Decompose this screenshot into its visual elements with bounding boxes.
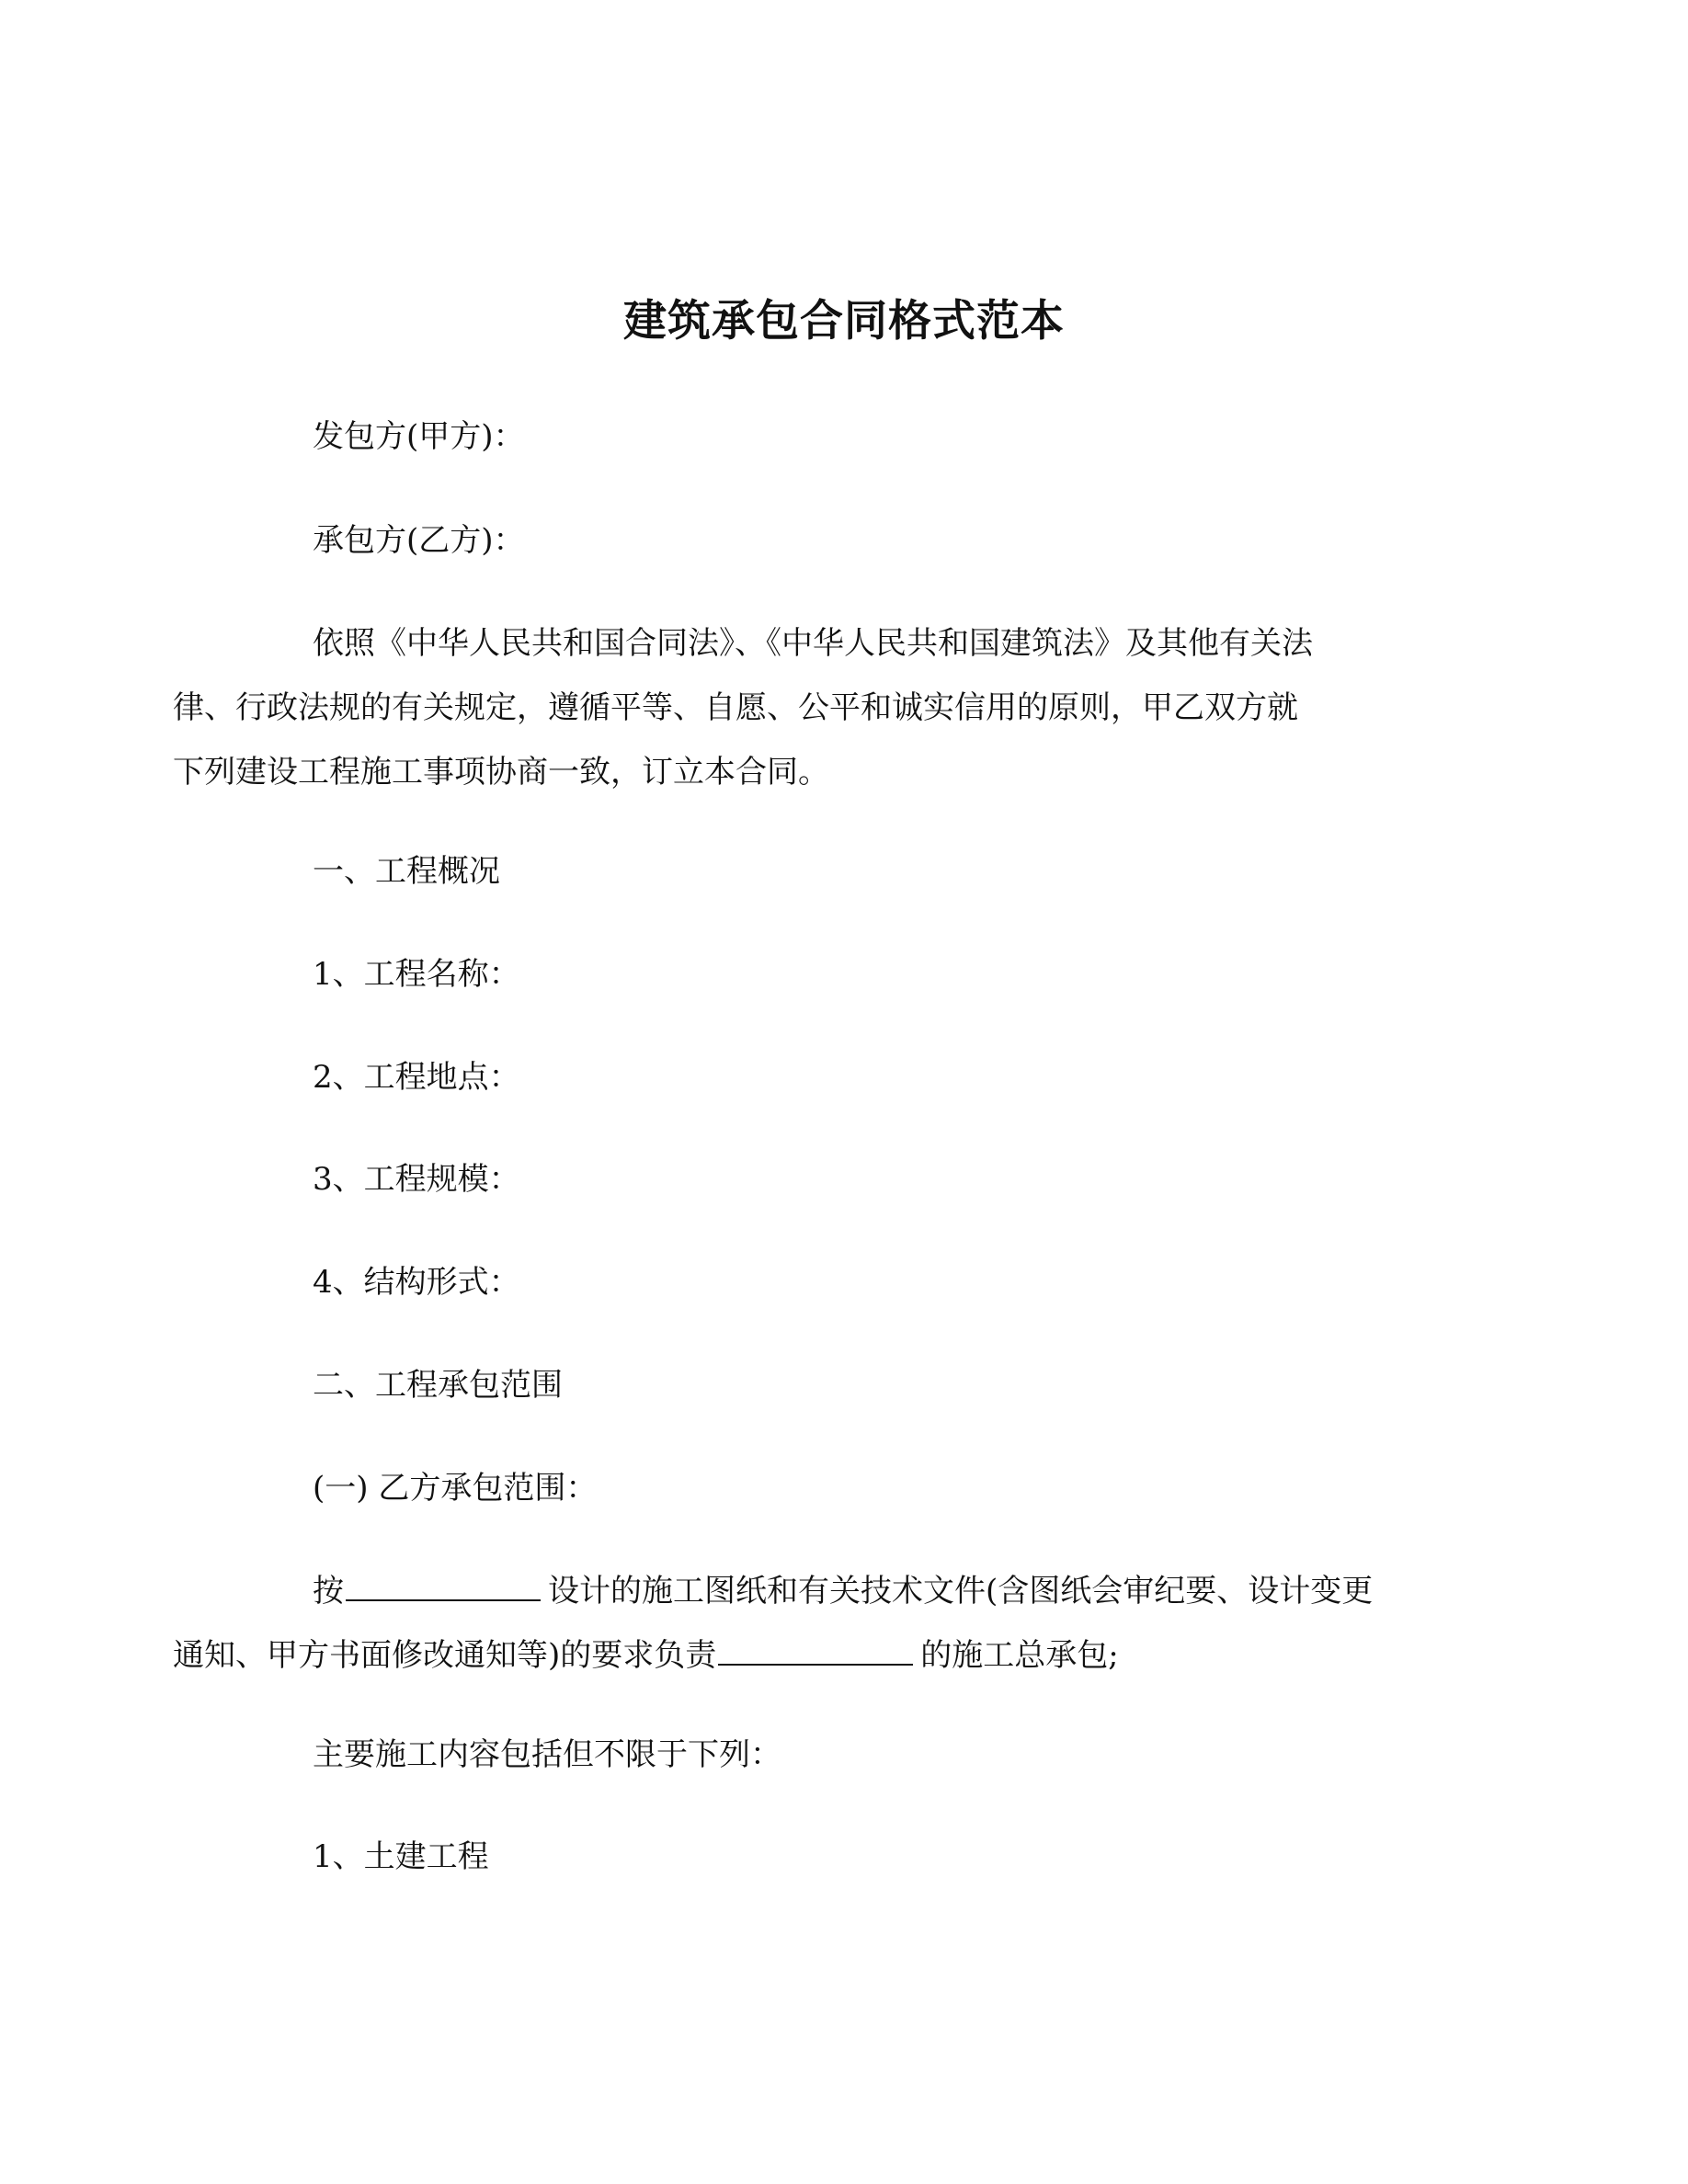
civil-works-item: 1、土建工程 <box>313 1838 489 1875</box>
intro-paragraph <box>173 611 1447 804</box>
scope-line-2-prefix: 通知、甲方书面修改通知等)的要求负责 <box>173 1637 717 1674</box>
main-content-line: 主要施工内容包括但不限于下列： <box>313 1736 781 1773</box>
scope-line-2 <box>173 1623 1447 1688</box>
scope-line-2-suffix: 的施工总承包; <box>920 1637 1119 1674</box>
section-1-item-1: 1、工程名称： <box>313 956 520 993</box>
section-2-heading: 二、工程承包范围 <box>313 1367 563 1404</box>
intro-line-2: 律、行政法规的有关规定，遵循平等、自愿、公平和诚实信用的原则，甲乙双方就 <box>173 689 1298 726</box>
document-title: 建筑承包合同格式范本 <box>623 296 1065 347</box>
intro-line-3: 下列建设工程施工事项协商一致，订立本合同。 <box>173 754 829 791</box>
section-1-item-2: 2、工程地点： <box>313 1059 520 1096</box>
scope-line-1-suffix: 设计的施工图纸和有关技术文件(含图纸会审纪要、设计变更 <box>548 1573 1374 1610</box>
party-a-line: 发包方(甲方)： <box>313 418 525 455</box>
fill-blank-1[interactable] <box>346 1572 541 1601</box>
section-1-item-4: 4、结构形式： <box>313 1264 520 1301</box>
section-2-sub-heading: (一) 乙方承包范围： <box>313 1470 598 1507</box>
fill-blank-2[interactable] <box>718 1636 913 1666</box>
party-b-line: 承包方(乙方)： <box>313 522 525 559</box>
intro-line-1: 依照《中华人民共和国合同法》、《中华人民共和国建筑法》及其他有关法 <box>313 625 1313 662</box>
section-1-heading: 一、工程概况 <box>313 853 500 890</box>
scope-paragraph <box>173 1559 1447 1688</box>
scope-line-1-prefix: 按 <box>313 1573 344 1610</box>
section-1-item-3: 3、工程规模： <box>313 1161 520 1198</box>
scope-line-1 <box>243 1559 1447 1623</box>
